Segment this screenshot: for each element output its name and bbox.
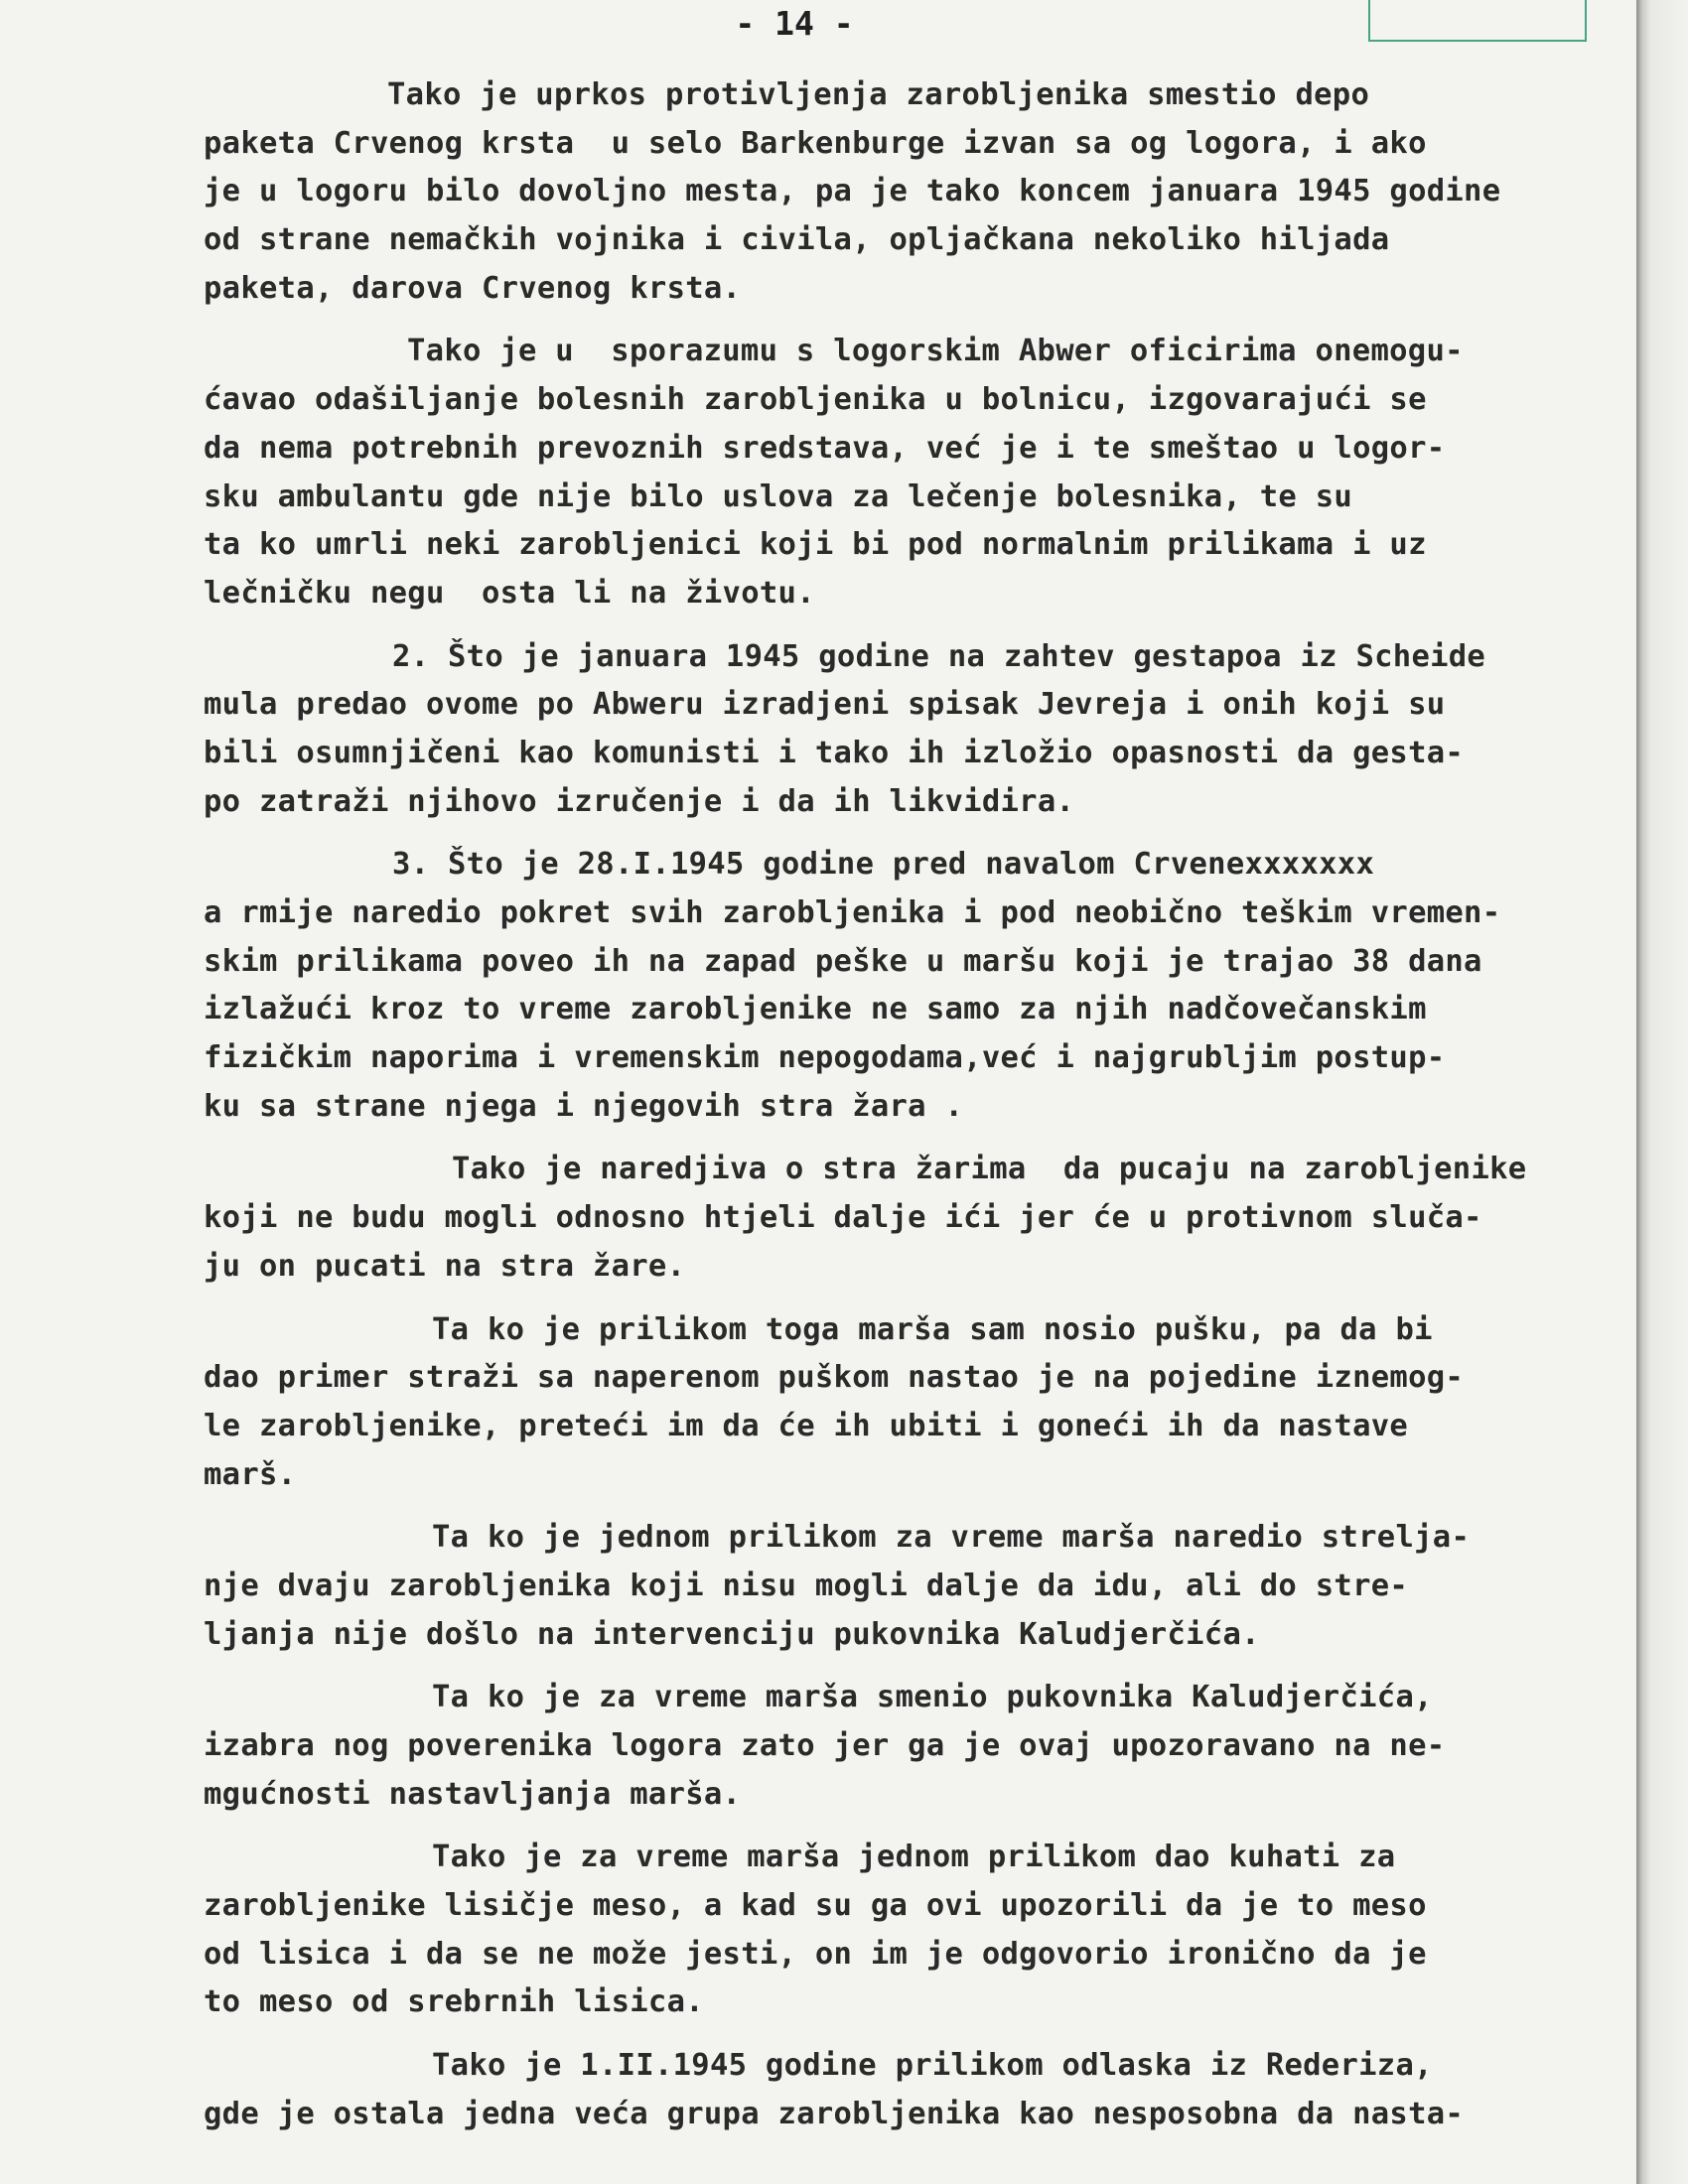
text-line: Tako je 1.II.1945 godine prilikom odlaska iz Rederiza, [432,2048,1433,2084]
paragraph [204,1674,1633,1819]
page-edge-shadow [1636,0,1688,2184]
text-line: paketa Crvenog krsta u selo Barkenburge izvan sa og logora, i ako [204,125,1427,161]
text-line: 2. Što je januara 1945 godine na zahtev gestapoa iz Scheide [392,638,1486,674]
text-line: a rmije naredio pokret svih zarobljenika i pod neobično teškim vremen- [204,895,1501,930]
text-line: od strane nemačkih vojnika i civila, opljačkana nekoliko hiljada [204,222,1390,258]
text-line: sku ambulantu gde nije bilo uslova za lečenje bolesnika, te su [204,478,1353,514]
text-line: Ta ko je za vreme marša smenio pukovnika Kaludjerčića, [432,1680,1433,1715]
paragraph [204,328,1633,617]
text-line: koji ne budu mogli odnosno htjeli dalje ići jer će u protivnom sluča- [204,1200,1482,1236]
text-line: 3. Što je 28.I.1945 godine pred navalom Crvenexxxxxxx [392,847,1375,883]
paragraph-gap [204,313,1633,328]
paragraph [204,633,1633,827]
paragraph-gap [204,1819,1633,1834]
stamp-box [1368,0,1587,42]
text-line: od lisica i da se ne može jesti, on im je odgovorio ironično da je [204,1936,1427,1972]
paragraph [204,71,1633,313]
text-line: nje dvaju zarobljenika koji nisu mogli dalje da idu, ali do stre- [204,1568,1409,1603]
text-line: dao primer straži sa naperenom puškom nastao je na pojedine iznemog- [204,1360,1465,1396]
text-line: da nema potrebnih prevoznih sredstava, već je i te smeštao u logor- [204,430,1446,466]
paragraph-gap [204,1292,1633,1306]
text-line: ku sa strane njega i njegovih stra žara . [204,1088,964,1124]
text-line: gde je ostala jedna veća grupa zarobljenika kao nesposobna da nasta- [204,2096,1465,2131]
text-line: po zatraži njihovo izručenje i da ih likvidira. [204,783,1075,819]
text-line: izlažući kroz to vreme zarobljenike ne samo za njih nadčovečanskim [204,992,1427,1027]
text-line: je u logoru bilo dovoljno mesta, pa je tako koncem januara 1945 godine [204,174,1501,209]
text-line: to meso od srebrnih lisica. [204,1984,704,2020]
text-line: ju on pucati na stra žare. [204,1248,686,1284]
text-line: marš. [204,1456,297,1492]
text-line: Tako je u sporazumu s logorskim Abwer oficirima onemogu- [407,334,1464,369]
text-line: ta ko umrli neki zarobljenici koji bi pod normalnim prilikama i uz [204,527,1427,563]
text-line: mgućnosti nastavljanja marša. [204,1776,742,1812]
text-line: ćavao odašiljanje bolesnih zarobljenika u bolnicu, izgovarajući se [204,382,1427,418]
text-line: bili osumnjičeni kao komunisti i tako ih izložio opasnosti da gesta- [204,735,1465,770]
text-line: mula predao ovome po Abweru izradjeni spisak Jevreja i onih koji su [204,687,1446,723]
page-number: - 14 - [735,4,854,43]
text-line: le zarobljenike, preteći im da će ih ubiti i goneći ih da nastave [204,1408,1409,1443]
text-line: skim prilikama poveo ih na zapad peške u maršu koji je trajao 38 dana [204,943,1482,979]
text-line: paketa, darova Crvenog krsta. [204,270,742,306]
paragraph-gap [204,1499,1633,1514]
paragraph-gap [204,1659,1633,1674]
text-line: lečničku negu osta li na životu. [204,575,815,611]
text-line: ljanja nije došlo na intervenciju pukovnika Kaludjerčića. [204,1616,1260,1652]
paragraph-gap [204,1131,1633,1146]
paragraph-gap [204,2027,1633,2042]
paragraph [204,2042,1633,2138]
paragraph [204,1146,1633,1291]
text-line: Ta ko je jednom prilikom za vreme marša naredio streljа- [432,1520,1471,1556]
paragraph [204,1306,1633,1500]
text-line: zarobljenike lisičje meso, a kad su ga ovi upozorili da je to meso [204,1888,1427,1924]
paragraph-gap [204,618,1633,633]
text-line: Tako je naredjiva o stra žarima da pucaju na zarobljenike [452,1152,1527,1187]
paragraph [204,841,1633,1131]
text-line: Tako je za vreme marša jednom prilikom dao kuhati za [432,1840,1396,1875]
text-line: fizičkim naporima i vremenskim nepogodama,već i najgrubljim postup- [204,1040,1446,1076]
document-body [204,71,1633,2139]
paragraph [204,1834,1633,2027]
paragraph-gap [204,826,1633,841]
paragraph [204,1514,1633,1659]
text-line: izabra nog poverenika logora zato jer ga je ovaj upozoravano na ne- [204,1728,1446,1763]
text-line: Tako je uprkos protivljenja zarobljenika smestio depo [387,77,1370,112]
text-line: Ta ko je prilikom toga marša sam nosio pušku, pa da bi [432,1311,1433,1347]
